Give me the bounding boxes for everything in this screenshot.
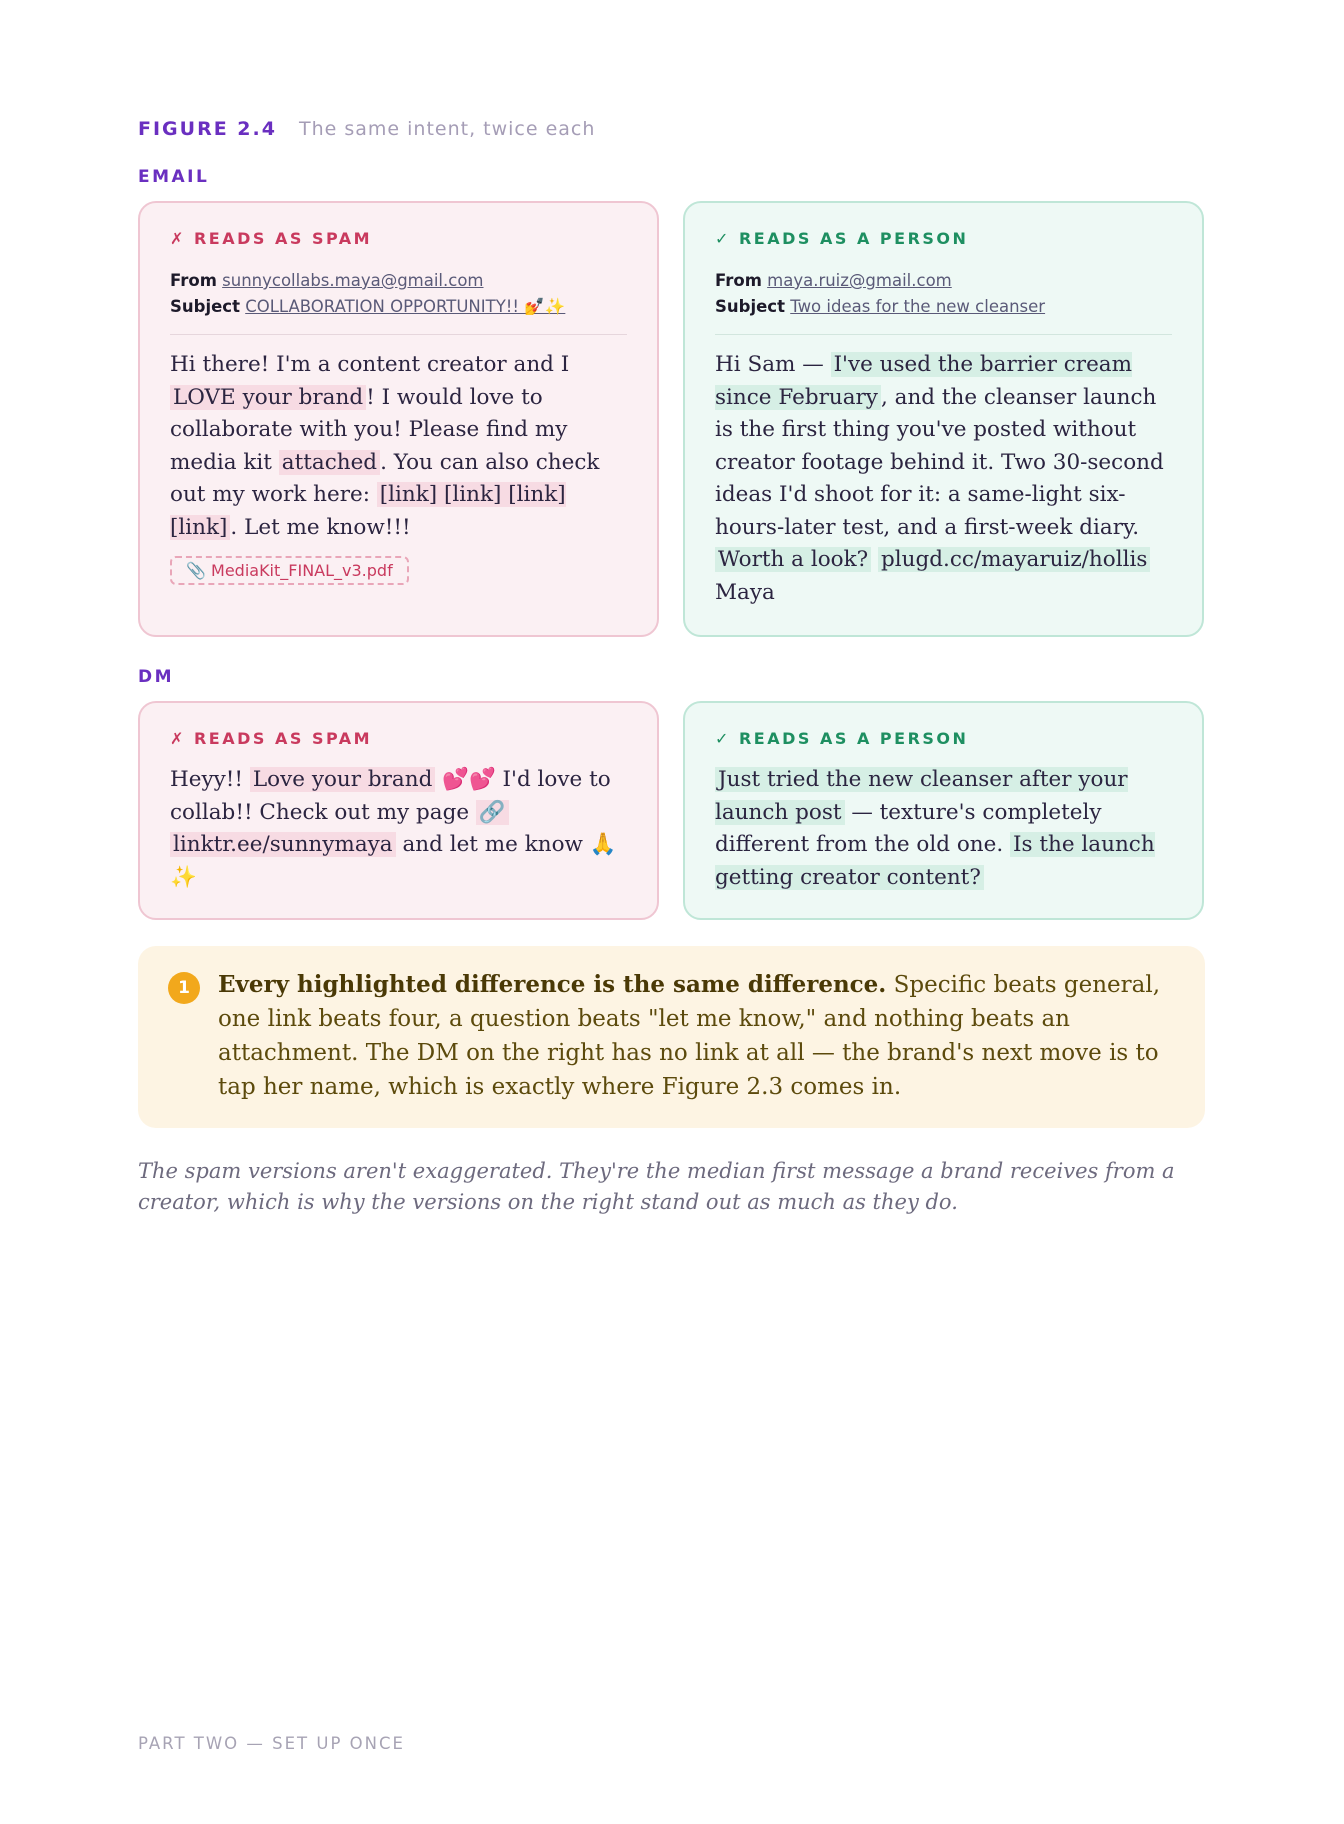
- body-text: Hi Sam —: [715, 352, 831, 377]
- dm-body: [715, 764, 1172, 894]
- highlight: Worth a look?: [715, 547, 871, 572]
- section-label-dm: DM: [138, 667, 175, 687]
- callout-bold: Every highlighted difference is the same difference.: [218, 971, 887, 998]
- highlight: Just tried the new cleanser after your launch post: [715, 767, 1128, 825]
- from-label: From: [715, 271, 762, 290]
- highlight-link[interactable]: linktr.ee/sunnymaya: [170, 832, 396, 857]
- callout-note: [138, 946, 1205, 1128]
- person-tag: ✓ READS AS A PERSON: [715, 729, 969, 748]
- subject-line[interactable]: Two ideas for the new cleanser: [790, 297, 1046, 316]
- highlight: Love your brand: [250, 767, 435, 792]
- dm-spam-card: [138, 701, 659, 920]
- dm-person-card: [683, 701, 1204, 920]
- figure-header: [138, 118, 1205, 140]
- from-address[interactable]: maya.ruiz@gmail.com: [767, 271, 952, 290]
- email-meta: [170, 268, 627, 320]
- body-text: Hi there! I'm a content creator and I: [170, 352, 570, 377]
- highlight: LOVE your brand: [170, 385, 366, 410]
- body-text: . You can also check out my work here:: [170, 449, 600, 507]
- body-text: Heyy!!: [170, 767, 250, 792]
- body-text: , and the cleanser launch is the first thing you've posted without creator footage behind it. Two 30-second ideas I'd shoot for it: a same-light six-hours-later test, and a first-week diary.: [715, 384, 1164, 540]
- body-text: ! I would love to collaborate with you! Please find my media kit: [170, 384, 568, 475]
- dm-row: [138, 701, 1205, 920]
- subject-label: Subject: [715, 297, 785, 316]
- highlight: Is the launch getting creator content?: [715, 832, 1155, 890]
- section-label-email: EMAIL: [138, 167, 210, 187]
- figure-caption: The spam versions aren't exaggerated. They're the median first message a brand receives from a creator, which is why the versions on the right stand out as much as they do.: [138, 1159, 1175, 1214]
- divider: [170, 334, 627, 335]
- subject-label: Subject: [170, 297, 240, 316]
- highlight: [link] [link] [link] [link]: [170, 482, 566, 540]
- spam-tag: ✗ READS AS SPAM: [170, 729, 373, 748]
- email-body: [715, 349, 1172, 609]
- email-row: [138, 201, 1205, 637]
- attachment-chip[interactable]: 📎 MediaKit_FINAL_v3.pdf: [170, 556, 409, 585]
- body-text: and let me know 🙏✨: [170, 832, 617, 890]
- callout-body: Specific beats general, one link beats four, a question beats "let me know," and nothing beats an attachment. The DM on the right has no link at all — the brand's next move is to tap her name, which is exactly where Figure 2.3 comes in.: [218, 972, 1161, 1100]
- note-number-badge: 1: [168, 972, 200, 1004]
- dm-body: [170, 764, 627, 894]
- highlight-link[interactable]: plugd.cc/mayaruiz/hollis: [878, 547, 1150, 572]
- divider: [715, 334, 1172, 335]
- figure-title: The same intent, twice each: [298, 118, 596, 140]
- spam-tag: ✗ READS AS SPAM: [170, 229, 373, 248]
- body-text: 💕💕 I'd love to collab!! Check out my page: [170, 767, 611, 825]
- from-label: From: [170, 271, 217, 290]
- highlight: attached: [279, 450, 380, 475]
- subject-line[interactable]: COLLABORATION OPPORTUNITY!! 💅✨: [245, 297, 566, 316]
- email-spam-card: [138, 201, 659, 637]
- email-meta: [715, 268, 1172, 320]
- highlight: I've used the barrier cream since February: [715, 352, 1133, 410]
- signature: Maya: [715, 579, 775, 605]
- figure-number: FIGURE 2.4: [138, 118, 277, 140]
- body-text: — texture's completely different from the old one.: [715, 799, 1102, 857]
- figure: [138, 118, 1205, 1218]
- from-address[interactable]: sunnycollabs.maya@gmail.com: [222, 271, 484, 290]
- person-tag: ✓ READS AS A PERSON: [715, 229, 969, 248]
- page-footer: PART TWO — SET UP ONCE: [138, 1734, 405, 1753]
- link-icon: 🔗: [476, 800, 509, 825]
- body-text: . Let me know!!!: [230, 514, 411, 540]
- email-person-card: [683, 201, 1204, 637]
- callout-text: [218, 968, 1171, 1104]
- email-body: [170, 349, 627, 544]
